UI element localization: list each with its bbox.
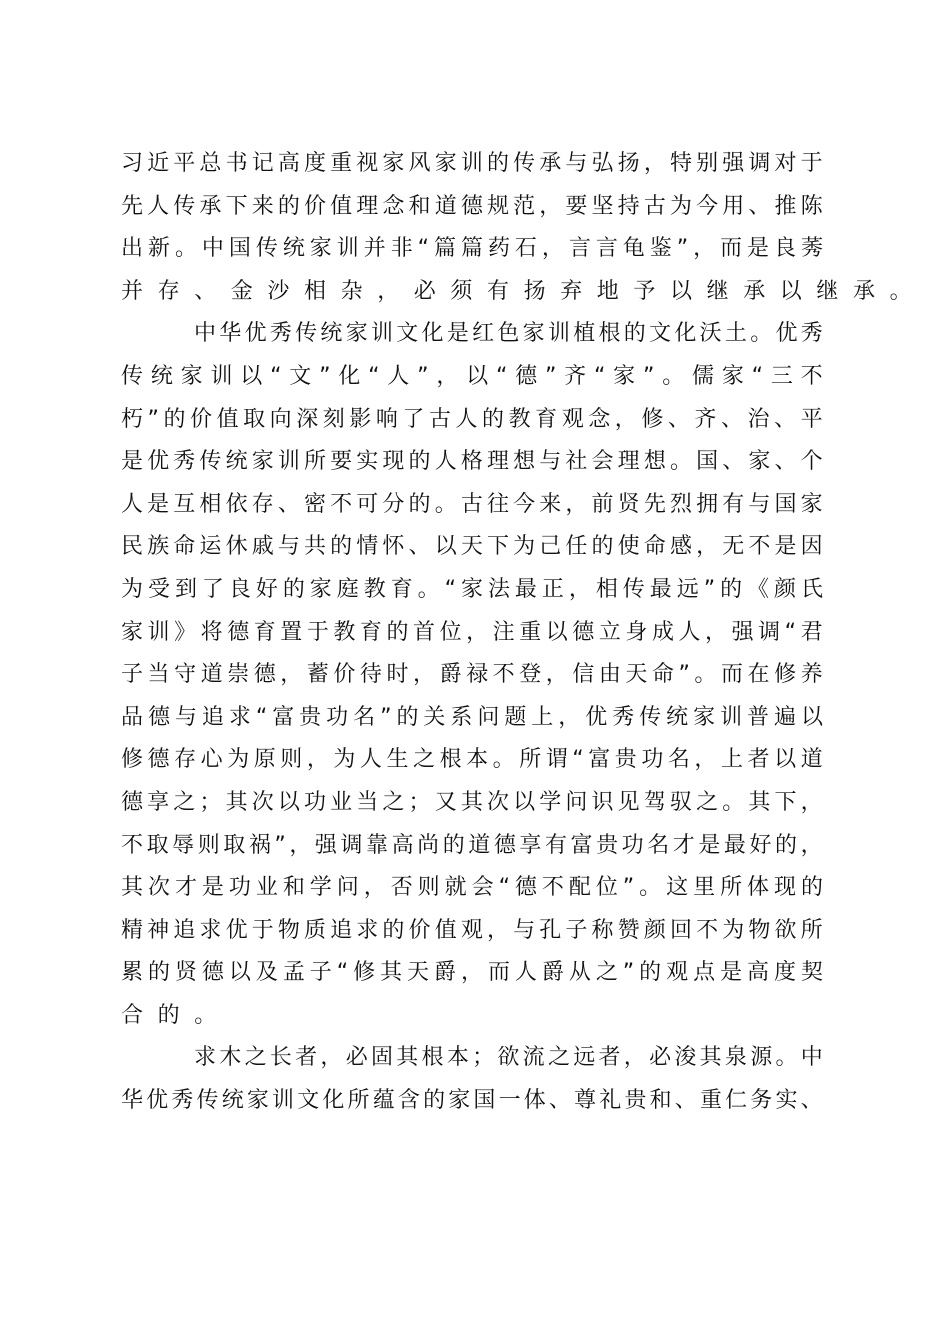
text-line: 其 次 才 是 功 业 和 学 问 ， 否 则 就 会 “ 德 不 配 位 ” 。 这 里 所 体 现 的 bbox=[121, 875, 823, 901]
text-line: 并存、金沙相杂，必须有扬弃地予以继承以继承。 bbox=[121, 278, 927, 304]
text-line: 是 优 秀 传 统 家 训 所 要 实 现 的 人 格 理 想 与 社 会 理 想 。 国 、 家 、 个 bbox=[121, 449, 823, 475]
text-line: 传 统 家 训 以 “ 文 ” 化 “ 人 ” ， 以 “ 德 ” 齐 “ 家 ” 。 儒 家 “ 三 不 bbox=[121, 363, 823, 389]
paragraph-2 bbox=[121, 313, 823, 1037]
text-line: 人 是 互 相 依 存 、 密 不 可 分 的 。 古 往 今 来 ， 前 贤 先 烈 拥 有 与 国 家 bbox=[121, 491, 823, 517]
text-line: 家 训 》 将 德 育 置 于 教 育 的 首 位 ， 注 重 以 德 立 身 成 人 ， 强 调 “ 君 bbox=[121, 619, 823, 645]
text-line: 精 神 追 求 优 于 物 质 追 求 的 价 值 观 ， 与 孔 子 称 赞 颜 回 不 为 物 欲 所 bbox=[121, 917, 823, 943]
text-line: 不 取 辱 则 取 祸 ” ， 强 调 靠 高 尚 的 道 德 享 有 富 贵 功 名 才 是 最 好 的 ， bbox=[121, 832, 823, 858]
paragraph-1 bbox=[121, 143, 927, 313]
text-line: 民 族 命 运 休 戚 与 共 的 情 怀 、 以 天 下 为 己 任 的 使 命 感 ， 无 不 是 因 bbox=[121, 534, 823, 560]
text-line: 先 人 传 承 下 来 的 价 值 理 念 和 道 德 规 范 ， 要 坚 持 古 为 今 用 、 推 陈 bbox=[121, 193, 823, 219]
text-line: 习 近 平 总 书 记 高 度 重 视 家 风 家 训 的 传 承 与 弘 扬 ， 特 别 强 调 对 于 bbox=[121, 151, 823, 176]
text-line: 品 德 与 追 求 “ 富 贵 功 名 ” 的 关 系 问 题 上 ， 优 秀 传 统 家 训 普 遍 以 bbox=[121, 704, 823, 730]
text-line: 求 木 之 长 者 ， 必 固 其 根 本 ； 欲 流 之 远 者 ， 必 浚 其 泉 源 。 中 bbox=[194, 1045, 823, 1071]
text-line: 朽 ” 的 价 值 取 向 深 刻 影 响 了 古 人 的 教 育 观 念 ， 修 、 齐 、 治 、 平 bbox=[121, 406, 823, 432]
text-line: 为 受 到 了 良 好 的 家 庭 教 育 。 “ 家 法 最 正 ， 相 传 最 远 ” 的 《 颜 氏 bbox=[121, 576, 823, 602]
text-line: 修 德 存 心 为 原 则 ， 为 人 生 之 根 本 。 所 谓 “ 富 贵 功 名 ， 上 者 以 道 bbox=[121, 747, 823, 773]
text-line: 华 优 秀 传 统 家 训 文 化 所 蕴 含 的 家 国 一 体 、 尊 礼 贵 和 、 重 仁 务 实 、 bbox=[121, 1088, 823, 1114]
text-line: 合的。 bbox=[121, 1002, 231, 1028]
text-line: 累 的 贤 德 以 及 孟 子 “ 修 其 天 爵 ， 而 人 爵 从 之 ” 的 观 点 是 高 度 契 bbox=[121, 960, 823, 986]
text-line: 德 享 之 ； 其 次 以 功 业 当 之 ； 又 其 次 以 学 问 识 见 驾 驭 之 。 其 下 ， bbox=[121, 789, 823, 815]
text-line: 子 当 守 道 崇 德 ， 蓄 价 待 时 ， 爵 禄 不 登 ， 信 由 天 命 ” 。 而 在 修 养 bbox=[121, 662, 823, 688]
text-line: 中 华 优 秀 传 统 家 训 文 化 是 红 色 家 训 植 根 的 文 化 沃 土 。 优 秀 bbox=[194, 321, 823, 347]
paragraph-3 bbox=[121, 1037, 823, 1122]
text-line: 出 新 。 中 国 传 统 家 训 并 非 “ 篇 篇 药 石 ， 言 言 龟 鉴 ” ， 而 是 良 莠 bbox=[121, 236, 823, 262]
document-body bbox=[121, 143, 927, 1123]
